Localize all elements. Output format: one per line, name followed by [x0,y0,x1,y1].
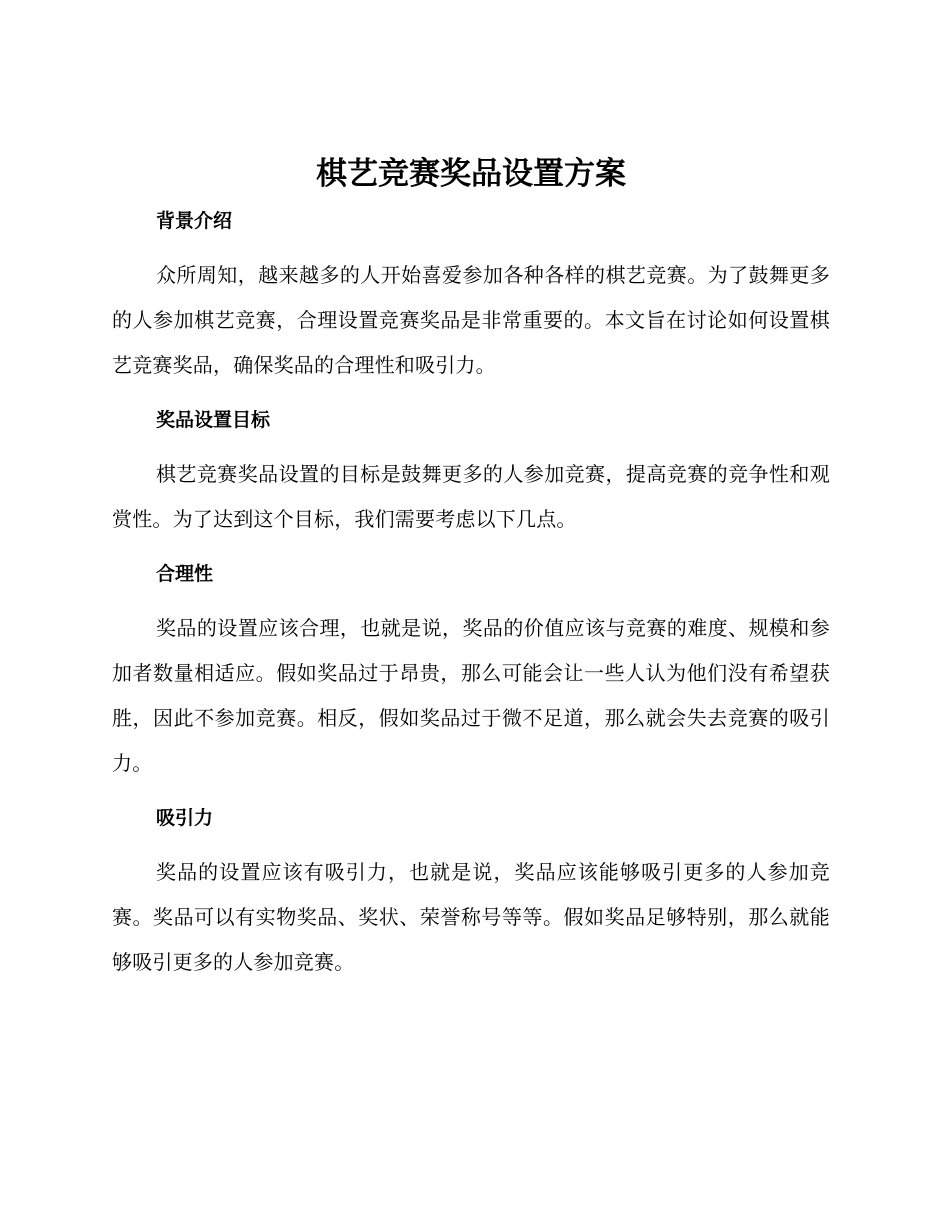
section-paragraph-goal: 棋艺竞赛奖品设置的目标是鼓舞更多的人参加竞赛，提高竞赛的竞争性和观赏性。为了达到这个目标，我们需要考虑以下几点。 [112,462,830,531]
section-heading-attraction: 吸引力 [156,807,214,829]
document-title: 棋艺竞赛奖品设置方案 [316,156,626,192]
section-heading-background: 背景介绍 [156,210,233,232]
section-paragraph-attraction: 奖品的设置应该有吸引力，也就是说，奖品应该能够吸引更多的人参加竞赛。奖品可以有实物奖品、奖状、荣誉称号等等。假如奖品足够特别，那么就能够吸引更多的人参加竞赛。 [112,860,830,974]
section-heading-rationality: 合理性 [156,563,214,585]
section-paragraph-background: 众所周知，越来越多的人开始喜爱参加各种各样的棋艺竞赛。为了鼓舞更多的人参加棋艺竞赛，合理设置竞赛奖品是非常重要的。本文旨在讨论如何设置棋艺竞赛奖品，确保奖品的合理性和吸引力。 [112,263,830,377]
section-paragraph-rationality: 奖品的设置应该合理，也就是说，奖品的价值应该与竞赛的难度、规模和参加者数量相适应。假如奖品过于昂贵，那么可能会让一些人认为他们没有希望获胜，因此不参加竞赛。相反，假如奖品过于微不足道，那么就会失去竞赛的吸引力。 [112,616,830,775]
section-heading-goal: 奖品设置目标 [156,409,271,431]
